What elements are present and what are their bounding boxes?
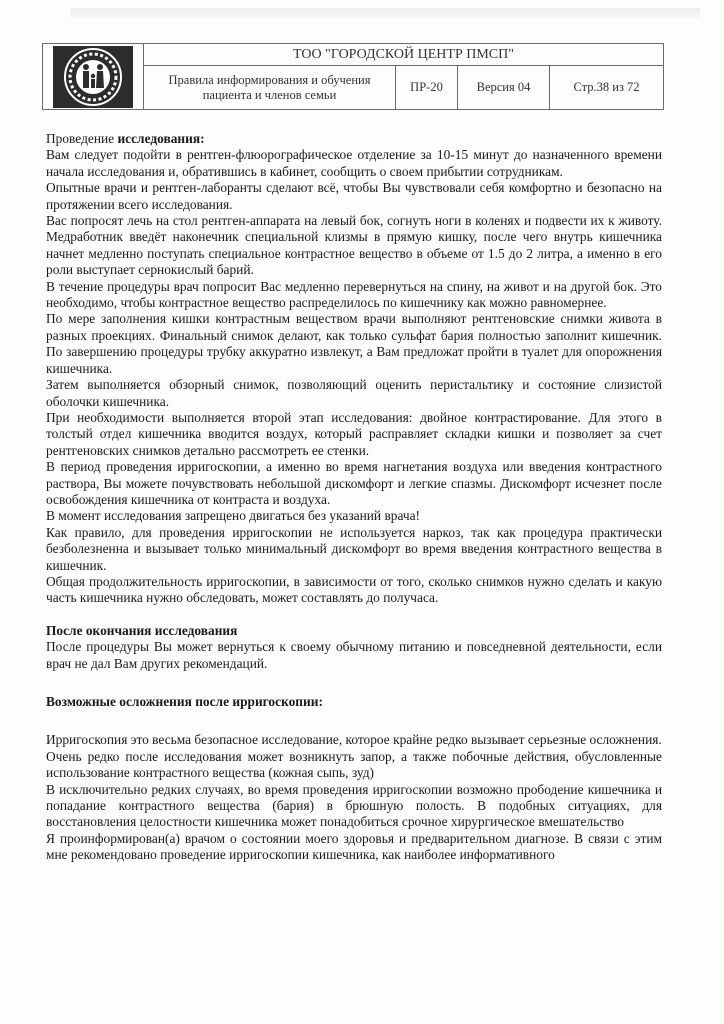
paragraph: Затем выполняется обзорный снимок, позволяющий оценить перистальтику и состояние слизистой оболочки кишечника. (46, 377, 662, 409)
logo-cell (43, 44, 144, 109)
document-version: Версия 04 (458, 66, 550, 109)
paragraph: Общая продолжительность ирригоскопии, в зависимости от того, сколько снимков нужно сделать и какую часть кишечника нужно обследовать, может составлять до получаса. (46, 573, 662, 606)
complication-item: В исключительно редких случаях, во время проведения ирригоскопии возможно прободение кишечника и попадание контрастного вещества (бария) в брюшную полость. В подобных ситуациях, для восстановления целостности кишечника может понадобиться срочное хирургическое вмешательство (46, 781, 662, 830)
intro-rest: я: (192, 131, 205, 146)
paragraph: Опытные врачи и рентген-лаборанты сделают всё, чтобы Вы чувствовали себя комфортно и безопасно на протяжении всего исследования. (46, 180, 662, 212)
paragraph: В период проведения ирригоскопии, а именно во время нагнетания воздуха или введения контрастного раствора, Вы можете почувствовать небольшой дискомфорт и легкие спазмы. Дискомфорт исчезнет после освобождения кишечника от контраста и воздуха. (46, 459, 662, 507)
complication-item: Я проинформирован(а) врачом о состоянии моего здоровья и предварительном диагнозе. В связи с этим мне рекомендовано проведение ирригоскопии кишечника, как наиболее информативного (46, 830, 662, 863)
document-title: Правила информирования и обучения пациента и членов семьи (144, 66, 396, 109)
paragraph: По мере заполнения кишки контрастным веществом врачи выполняют рентгеновские снимки живота в разных проекциях. Финальный снимок делают, как только сульфат бария полностью заполнит кишечник. По завершению процедуры трубку аккуратно извлекут, а Вам предложат пройти в туалет для опорожнения кишечника. (46, 311, 662, 376)
complication-item: Очень редко после исследования может возникнуть запор, а также побочные действия, обусловленные использование контрастного вещества (кожная сыпь, зуд) (46, 748, 662, 781)
after-text: После процедуры Вы может вернуться к своему обычному питанию и повседневной деятельности, если врач не дал Вам других рекомендаций. (46, 639, 662, 671)
complications-heading: Возможные осложнения после ирригоскопии: (46, 694, 323, 709)
after-heading: После окончания исследования (46, 622, 238, 638)
scan-artifact (70, 8, 700, 18)
paragraph: В момент исследования запрещено двигаться без указаний врача! (46, 508, 421, 524)
complication-item: Ирригоскопия это весьма безопасное исследование, которое крайне редко вызывает серьезные осложнения. (46, 732, 662, 748)
paragraph: Вас попросят лечь на стол рентген-аппарата на левый бок, согнуть ноги в коленях и подвести их к животу. Медработник введёт наконечник специальной клизмы в прямую кишку, после чего внутрь кишечника начнет медленно поступать специальное контрастное вещество в объеме от 1.5 до 2 литра, а именно в его роли выступает сернокислый барий. (46, 213, 662, 278)
organization-name: ТОО "ГОРОДСКОЙ ЦЕНТР ПМСП" (144, 44, 663, 66)
intro-label: Проведение (46, 131, 118, 146)
document-body (46, 131, 662, 864)
paragraph: Как правило, для проведения ирригоскопии не используется наркоз, так как процедура практически безболезненна и вызывает только минимальный дискомфорт во время введения контрастного вещества в кишечник. (46, 524, 662, 573)
intro-bold: исследовани (117, 131, 193, 146)
section-intro (46, 131, 662, 147)
paragraph: В течение процедуры врач попросит Вас медленно перевернуться на спину, на живот и на другой бок. Это необходимо, чтобы контрастное вещество распределилось по кишечнику как можно равномернее. (46, 278, 662, 311)
paragraph: При необходимости выполняется второй этап исследования: двойное контрастирование. Для этого в толстый отдел кишечника вводится воздух, который расправляет складки кишки и позволяет за счет рентгеновских снимков детально рассмотреть ее стенки. (46, 409, 662, 458)
document-header (42, 43, 664, 110)
paragraph: Вам следует подойти в рентген-флюорографическое отделение за 10-15 минут до назначенного времени начала исследования и, обратившись в кабинет, сообщить о своем прибытии сотрудникам. (46, 147, 662, 179)
family-emblem-icon (53, 46, 133, 108)
page-number: Стр.38 из 72 (573, 80, 640, 94)
document-code: ПР-20 (396, 66, 458, 109)
